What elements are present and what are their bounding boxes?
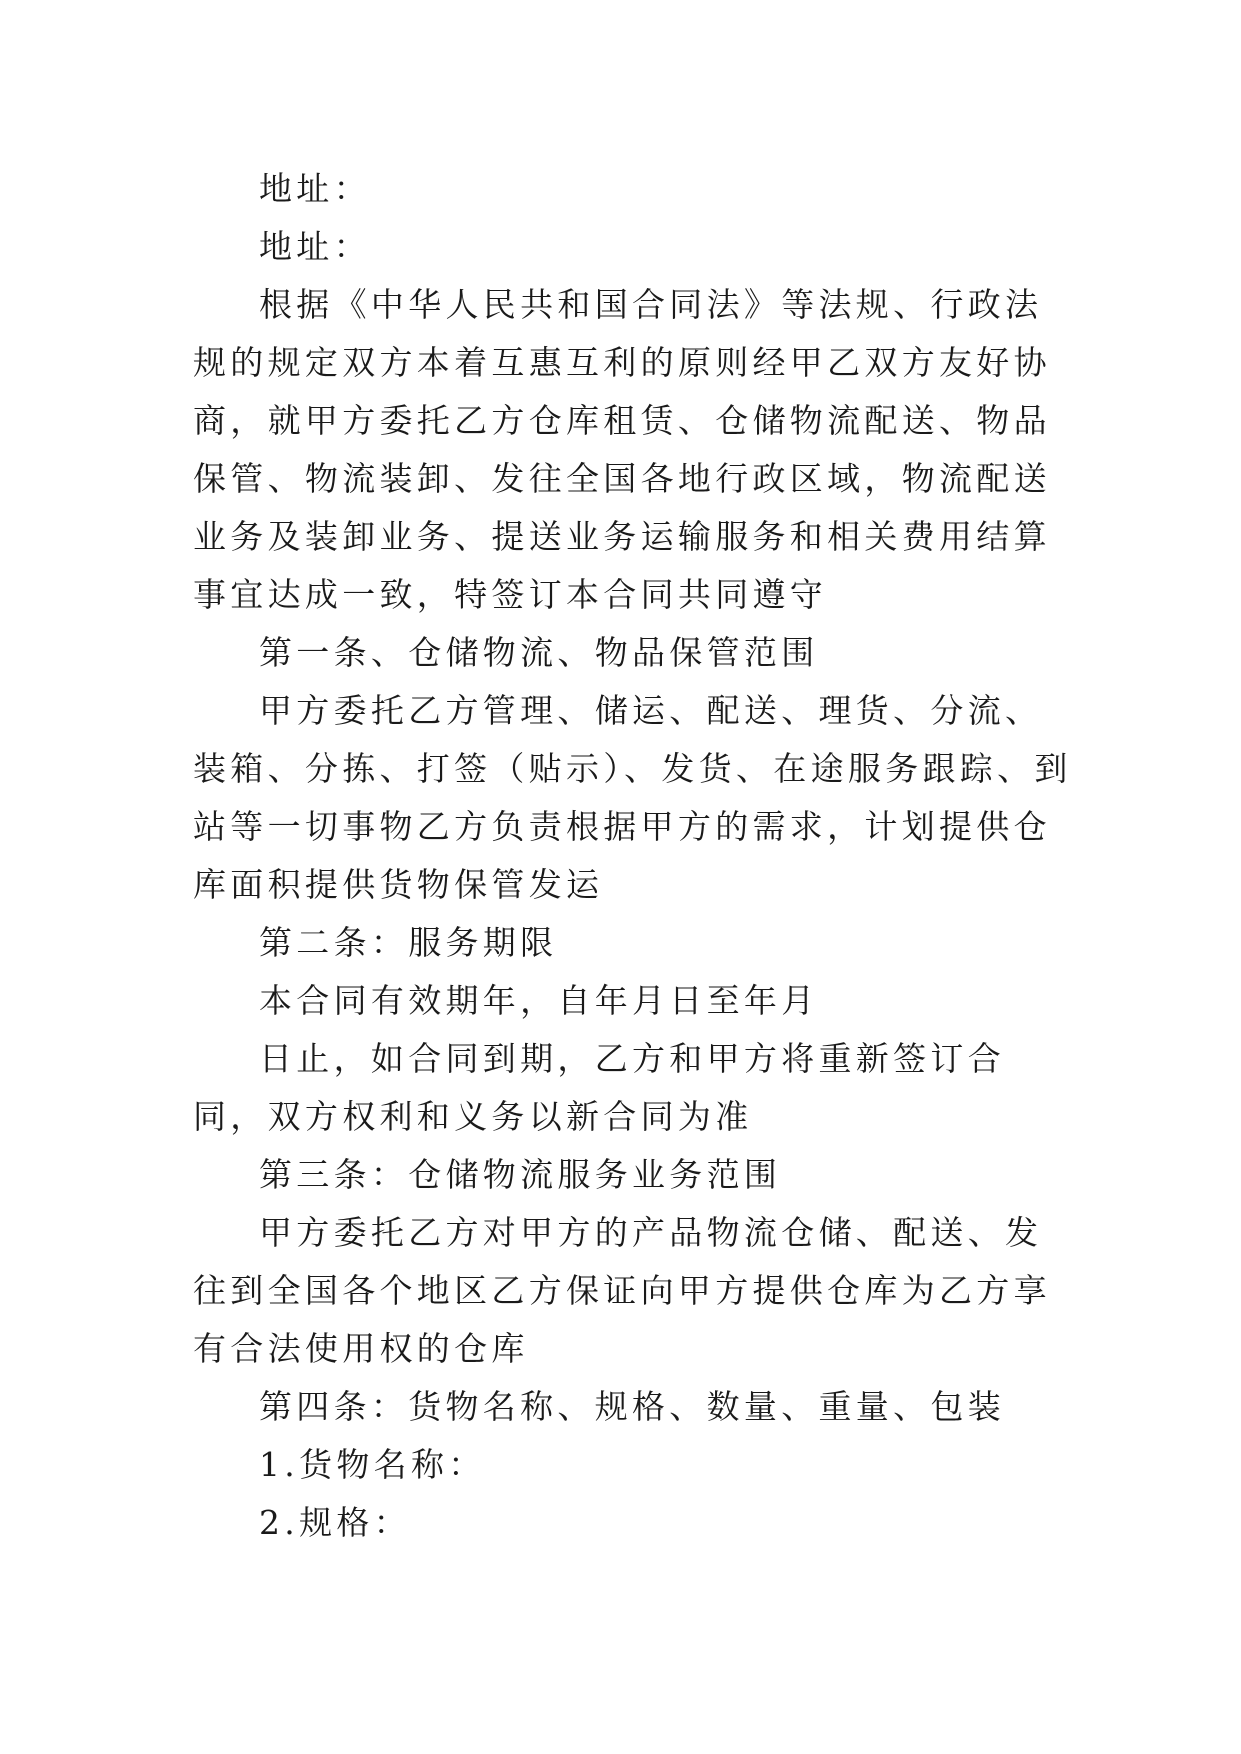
article-4-heading: 第四条：货物名称、规格、数量、重量、包装 bbox=[259, 1387, 1005, 1426]
article-4-item-2: 2.规格： bbox=[259, 1503, 411, 1542]
article-3-body: 甲方委托乙方对甲方的产品物流仓储、配送、发往到全国各个地区乙方保证向甲方提供仓库为乙方享有合法使用权的仓库 bbox=[193, 1213, 1051, 1368]
article-1-body: 甲方委托乙方管理、储运、配送、理货、分流、装箱、分拣、打签（贴示）、发货、在途服务跟踪、到站等一切事物乙方负责根据甲方的需求，计划提供仓库面积提供货物保管发运 bbox=[193, 691, 1072, 904]
contract-body bbox=[193, 160, 1073, 1552]
preamble-paragraph: 根据《中华人民共和国合同法》等法规、行政法规的规定双方本着互惠互利的原则经甲乙双方友好协商，就甲方委托乙方仓库租赁、仓储物流配送、物品保管、物流装卸、发往全国各地行政区域，物流配送业务及装卸业务、提送业务运输服务和相关费用结算事宜达成一致，特签订本合同共同遵守 bbox=[193, 285, 1051, 614]
address-line-2: 地址： bbox=[259, 227, 371, 266]
article-2-body-line-1: 本合同有效期年，自年月日至年月 bbox=[259, 981, 819, 1020]
article-2-body-line-2: 日止，如合同到期，乙方和甲方将重新签订合同，双方权利和义务以新合同为准 bbox=[193, 1039, 1005, 1136]
article-3-heading: 第三条：仓储物流服务业务范围 bbox=[259, 1155, 782, 1194]
article-2-heading: 第二条：服务期限 bbox=[259, 923, 558, 962]
article-4-item-1: 1.货物名称： bbox=[259, 1445, 486, 1484]
address-line-1: 地址： bbox=[259, 169, 371, 208]
article-1-heading: 第一条、仓储物流、物品保管范围 bbox=[259, 633, 819, 672]
